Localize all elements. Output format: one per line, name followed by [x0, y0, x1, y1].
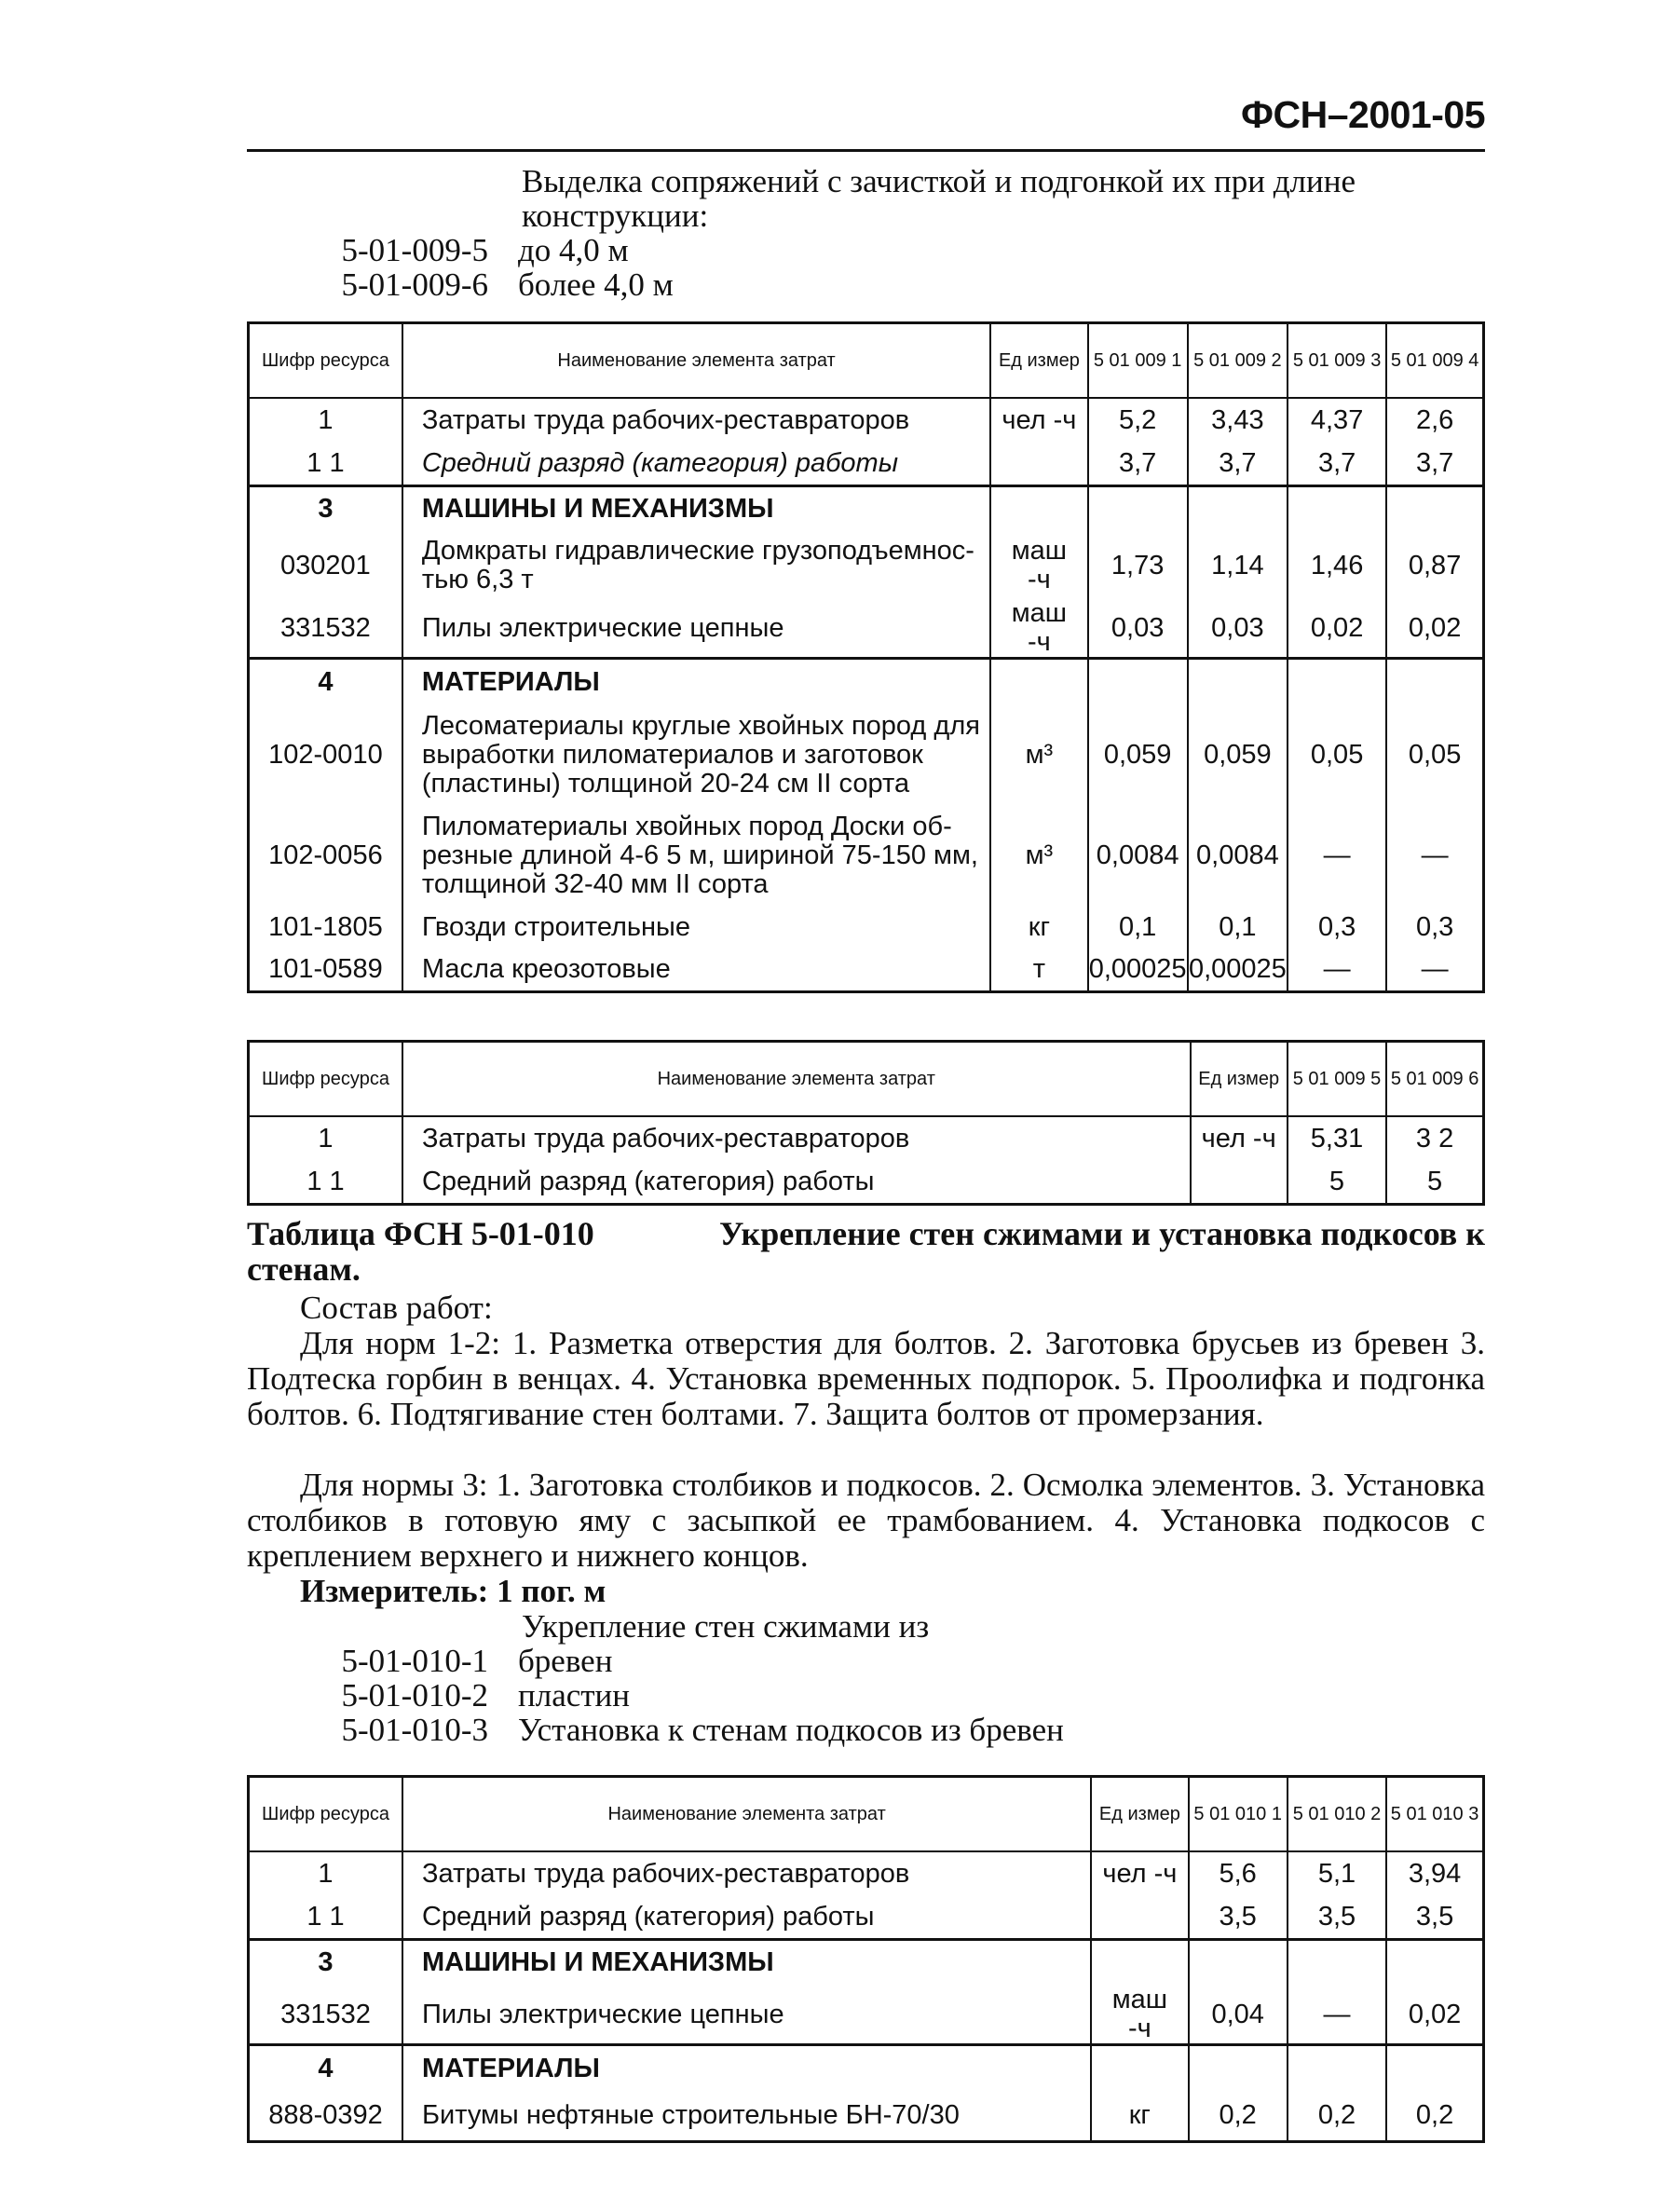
unit: м³: [990, 705, 1087, 806]
heading-line: Выделка сопряжений с зачисткой и подгонкой их при длине: [522, 163, 1356, 199]
table-row: [249, 1116, 1484, 1161]
col-header: 5 01 010 1: [1189, 1777, 1288, 1852]
section-title: МАШИНЫ И МЕХАНИЗМЫ: [402, 485, 990, 532]
table-row: [249, 907, 1484, 949]
table-row: [249, 443, 1484, 485]
col-header: 5 01 010 2: [1288, 1777, 1386, 1852]
resource-table-009-5-6: [247, 1040, 1485, 1206]
norm-label: пластин: [518, 1677, 631, 1714]
value: 0,03: [1188, 599, 1288, 659]
value: 0,04: [1189, 1986, 1288, 2045]
section-row: [249, 1939, 1484, 1986]
cost-element: Гвозди строительные: [402, 907, 990, 949]
unit: [1091, 1896, 1188, 1939]
resource-code: 1: [249, 1116, 402, 1161]
work-composition-heading: Состав работ:: [300, 1290, 493, 1326]
resource-code: 101-1805: [249, 907, 402, 949]
value: 0,00025: [1188, 949, 1288, 992]
col-header: Ед измер: [1091, 1777, 1188, 1852]
resource-code: 101-0589: [249, 949, 402, 992]
value: 3,5: [1386, 1896, 1483, 1939]
unit: т: [990, 949, 1087, 992]
value: 3 2: [1386, 1116, 1483, 1161]
resource-code: 1 1: [249, 1161, 402, 1204]
unit: [1191, 1161, 1288, 1204]
norm-code: 5-01-009-5: [341, 232, 488, 268]
table-label: Таблица ФСН 5-01-010: [247, 1215, 594, 1252]
norm-label: Установка к стенам подкосов из бревен: [518, 1712, 1064, 1748]
table-row: [249, 1986, 1484, 2045]
value: 0,02: [1386, 599, 1483, 659]
value: 3,5: [1288, 1896, 1386, 1939]
value: 3,7: [1188, 443, 1288, 485]
col-header: 5 01 009 1: [1088, 323, 1188, 399]
section-title: МАТЕРИАЛЫ: [402, 2045, 1091, 2092]
table-row: [249, 949, 1484, 992]
section-code: 4: [249, 659, 402, 705]
cost-element: Затраты труда рабочих-реставраторов: [402, 1116, 1191, 1161]
norm-code: 5-01-010-1: [341, 1643, 488, 1679]
value: 0,3: [1386, 907, 1483, 949]
value: —: [1386, 949, 1483, 992]
value: 5: [1386, 1161, 1483, 1204]
unit: маш -ч: [990, 599, 1087, 659]
measure-unit: Измеритель: 1 пог. м: [300, 1573, 606, 1609]
col-header: 5 01 010 3: [1386, 1777, 1483, 1852]
cost-element: Средний разряд (категория) работы: [402, 1161, 1191, 1204]
unit: кг: [1091, 2092, 1188, 2142]
resource-code: 331532: [249, 599, 402, 659]
value: 0,2: [1386, 2092, 1483, 2142]
cost-element: Домкраты гидравлические грузоподъемнос-тью 6,3 т: [402, 532, 990, 599]
resource-code: 888-0392: [249, 2092, 402, 2142]
section-row: [249, 2045, 1484, 2092]
norm-item: [298, 267, 1491, 302]
section-code: 3: [249, 1939, 402, 1986]
table-title-continuation: стенам.: [247, 1250, 361, 1288]
unit: маш -ч: [990, 532, 1087, 599]
table-row: [249, 806, 1484, 907]
cost-element: Битумы нефтяные строительные БН-70/30: [402, 2092, 1091, 2142]
value: 0,03: [1088, 599, 1188, 659]
value: 0,05: [1386, 705, 1483, 806]
col-header: 5 01 009 4: [1386, 323, 1483, 399]
cost-element: Пилы электрические цепные: [402, 1986, 1091, 2045]
table-heading-010: [247, 1216, 1485, 1287]
unit: кг: [990, 907, 1087, 949]
group-title: Укрепление стен сжимами из: [522, 1608, 930, 1645]
resource-code: 102-0056: [249, 806, 402, 907]
value: —: [1288, 806, 1386, 907]
cost-element: Пиломатериалы хвойных пород Доски об-резные длиной 4-6 5 м, шириной 75-150 мм, толщиной 32-40 мм II сорта: [402, 806, 990, 907]
norm-label: более 4,0 м: [518, 266, 674, 303]
section-row: [249, 485, 1484, 532]
col-header: Шифр ресурса: [249, 1042, 402, 1117]
unit: чел -ч: [1191, 1116, 1288, 1161]
table-row: [249, 599, 1484, 659]
section-title: МАШИНЫ И МЕХАНИЗМЫ: [402, 1939, 1091, 1986]
cost-element: Средний разряд (категория) работы: [402, 443, 990, 485]
value: 0,059: [1188, 705, 1288, 806]
value: —: [1386, 806, 1483, 907]
norm-label: бревен: [518, 1643, 613, 1679]
header-rule: [247, 149, 1485, 152]
resource-code: 1: [249, 398, 402, 443]
value: 3,43: [1188, 398, 1288, 443]
col-header: Ед измер: [990, 323, 1087, 399]
section-009-heading: [298, 164, 1491, 302]
col-header: 5 01 009 2: [1188, 323, 1288, 399]
cost-element: Лесоматериалы круглые хвойных пород для выработки пиломатериалов и заготовок (пластины) толщиной 20-24 см II сорта: [402, 705, 990, 806]
value: 0,87: [1386, 532, 1483, 599]
col-header: 5 01 009 5: [1288, 1042, 1386, 1117]
value: —: [1288, 1986, 1386, 2045]
value: 0,00025: [1088, 949, 1188, 992]
cost-element: Средний разряд (категория) работы: [402, 1896, 1091, 1939]
value: 0,2: [1288, 2092, 1386, 2142]
resource-code: 1: [249, 1851, 402, 1896]
col-header: Шифр ресурса: [249, 1777, 402, 1852]
col-header: Наименование элемента затрат: [402, 1042, 1191, 1117]
resource-table-010: [247, 1775, 1485, 2143]
value: 5,1: [1288, 1851, 1386, 1896]
value: 1,73: [1088, 532, 1188, 599]
table-row: [249, 1896, 1484, 1939]
value: 1,14: [1188, 532, 1288, 599]
value: 3,7: [1088, 443, 1188, 485]
value: 5,6: [1189, 1851, 1288, 1896]
value: 0,2: [1189, 2092, 1288, 2142]
unit: м³: [990, 806, 1087, 907]
norm-code: 5-01-010-3: [341, 1712, 488, 1748]
col-header: Шифр ресурса: [249, 323, 402, 399]
value: 1,46: [1288, 532, 1386, 599]
heading-line: конструкции:: [522, 198, 709, 234]
unit: [990, 443, 1087, 485]
value: 4,37: [1288, 398, 1386, 443]
col-header: Наименование элемента затрат: [402, 323, 990, 399]
section-code: 3: [249, 485, 402, 532]
section-code: 4: [249, 2045, 402, 2092]
table-row: [249, 2092, 1484, 2142]
work-paragraph: Для норм 1-2: 1. Разметка отверстия для болтов. 2. Заготовка брусьев из бревен 3. Подтеска горбин в венцах. 4. Установка временных подпорок. 5. Проолифка и подгонка болтов. 6. Подтягивание стен болтами. 7. Защита болтов от промерзания.: [247, 1325, 1485, 1432]
cost-element: Затраты труда рабочих-реставраторов: [402, 398, 990, 443]
norm-item: [298, 1678, 1491, 1713]
unit: маш -ч: [1091, 1986, 1188, 2045]
value: 5,31: [1288, 1116, 1386, 1161]
table-row: [249, 1851, 1484, 1896]
value: 3,7: [1386, 443, 1483, 485]
col-header: Ед измер: [1191, 1042, 1288, 1117]
value: —: [1288, 949, 1386, 992]
col-header: 5 01 009 6: [1386, 1042, 1483, 1117]
norm-list-010: [298, 1609, 1491, 1747]
value: 3,5: [1189, 1896, 1288, 1939]
cost-element: Пилы электрические цепные: [402, 599, 990, 659]
table-row: [249, 532, 1484, 599]
resource-table-009-1-4: [247, 321, 1485, 993]
value: 0,3: [1288, 907, 1386, 949]
value: 5,2: [1088, 398, 1188, 443]
unit: чел -ч: [990, 398, 1087, 443]
value: 0,02: [1386, 1986, 1483, 2045]
value: 0,059: [1088, 705, 1188, 806]
table-row: [249, 1161, 1484, 1204]
cost-element: Масла креозотовые: [402, 949, 990, 992]
resource-code: 331532: [249, 1986, 402, 2045]
value: 0,0084: [1188, 806, 1288, 907]
value: 0,02: [1288, 599, 1386, 659]
value: 3,7: [1288, 443, 1386, 485]
resource-code: 1 1: [249, 1896, 402, 1939]
value: 0,1: [1188, 907, 1288, 949]
table-header-row: [249, 323, 1484, 399]
value: 3,94: [1386, 1851, 1483, 1896]
table-title: Укрепление стен сжимами и установка подкосов к: [718, 1215, 1485, 1252]
col-header: Наименование элемента затрат: [402, 1777, 1091, 1852]
section-row: [249, 659, 1484, 705]
norm-item: [298, 1713, 1491, 1747]
resource-code: 102-0010: [249, 705, 402, 806]
unit: чел -ч: [1091, 1851, 1188, 1896]
table-header-row: [249, 1777, 1484, 1852]
col-header: 5 01 009 3: [1288, 323, 1386, 399]
table-header-row: [249, 1042, 1484, 1117]
document-code: ФСН–2001-05: [1241, 93, 1485, 136]
work-paragraph: Для нормы 3: 1. Заготовка столбиков и подкосов. 2. Осмолка элементов. 3. Установка столбиков в готовую яму с засыпкой ее трамбованием. 4. Установка подкосов с креплением верхнего и нижнего концов.: [247, 1467, 1485, 1574]
value: 0,1: [1088, 907, 1188, 949]
value: 2,6: [1386, 398, 1483, 443]
resource-code: 1 1: [249, 443, 402, 485]
table-row: [249, 705, 1484, 806]
norm-item: [298, 1644, 1491, 1678]
norm-code: 5-01-010-2: [341, 1677, 488, 1714]
norm-label: до 4,0 м: [518, 232, 629, 268]
resource-code: 030201: [249, 532, 402, 599]
value: 0,0084: [1088, 806, 1188, 907]
value: 5: [1288, 1161, 1386, 1204]
cost-element: Затраты труда рабочих-реставраторов: [402, 1851, 1091, 1896]
norm-code: 5-01-009-6: [341, 266, 488, 303]
table-row: [249, 398, 1484, 443]
section-title: МАТЕРИАЛЫ: [402, 659, 990, 705]
norm-item: [298, 233, 1491, 267]
value: 0,05: [1288, 705, 1386, 806]
